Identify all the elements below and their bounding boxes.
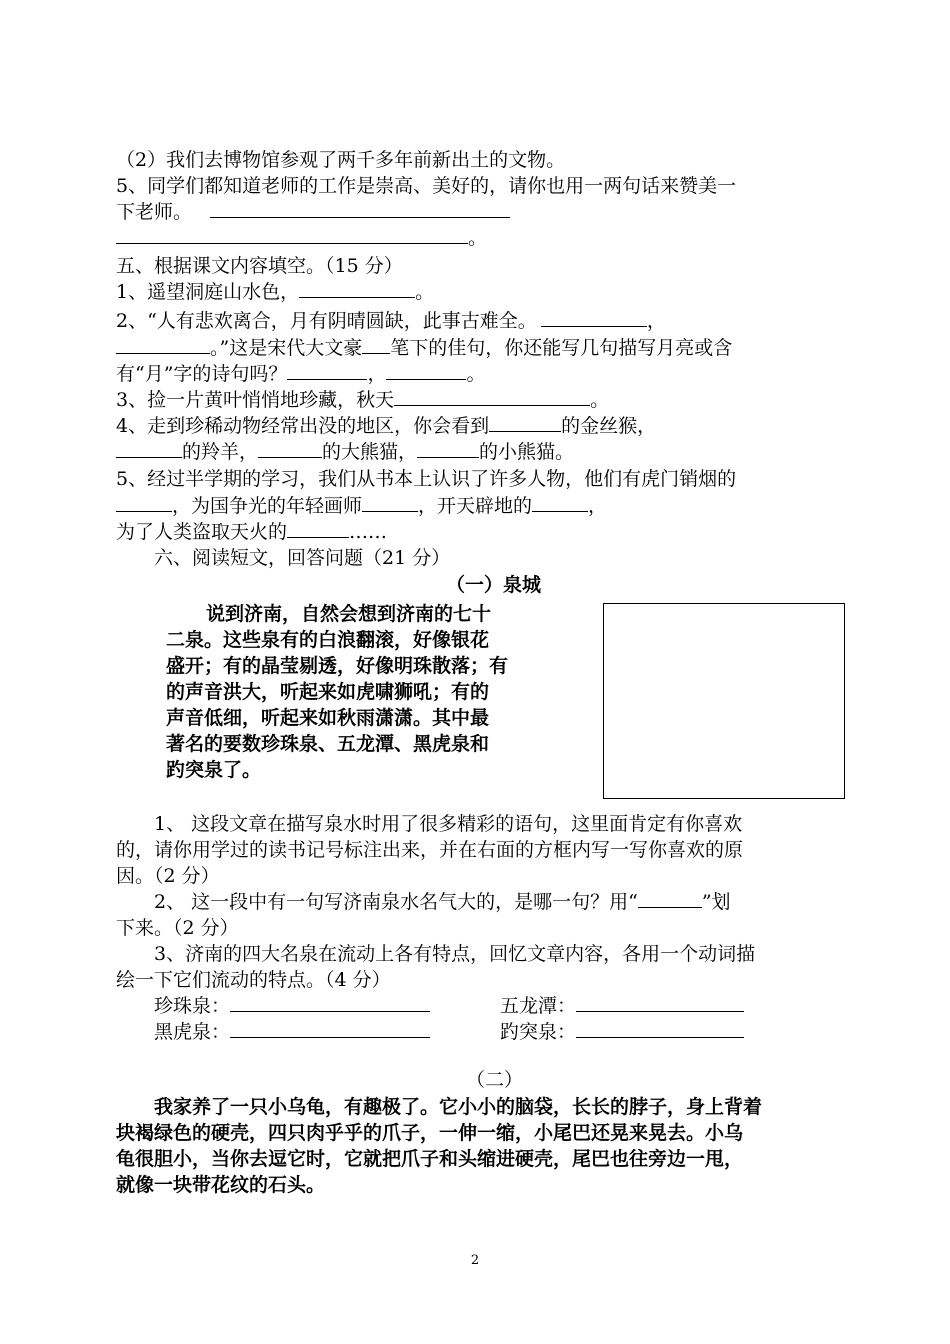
answer-box[interactable] (603, 603, 845, 799)
answer-blank[interactable] (299, 279, 415, 298)
r1-question-3-line2: 绘一下它们流动的特点。（4 分） (116, 969, 391, 991)
s5-item-2-line1 (116, 308, 666, 334)
s5-item-5-line1: 5、经过半学期的学习，我们从书本上认识了许多人物，他们有虎门销烟的 (116, 468, 737, 490)
q4-item-2: （2）我们去博物馆参观了两千多年前新出土的文物。 (116, 149, 566, 171)
s5-item-2-text: 2、“人有悲欢离合，月有阴晴圆缺，此事古难全。 (116, 310, 537, 332)
s5-item-2-text3: 笔下的佳句，你还能写几句描写月亮或含 (390, 337, 733, 359)
answer-blank[interactable] (386, 361, 466, 380)
reading-1-line: 说到济南，自然会想到济南的七十 (206, 603, 492, 625)
reading-2-line: 块褐绿色的硬壳，四只肉乎乎的爪子，一伸一缩，小尾巴还晃来晃去。小乌 (116, 1122, 744, 1144)
period: 。 (466, 363, 486, 385)
reading-1-line: 趵突泉了。 (166, 759, 262, 781)
reading-1-line: 二泉。这些泉有的白浪翻滚，好像银花 (166, 629, 490, 651)
s5-item-4-text: 4、走到珍稀动物经常出没的地区，你会看到 (116, 415, 490, 437)
r1-question-1-line3: 因。（2 分） (116, 865, 220, 887)
reading-1-line: 声音低细，听起来如秋雨潇潇。其中最 (166, 707, 490, 729)
s5-item-1-text: 1、遥望洞庭山水色， (116, 281, 300, 303)
s5-item-2-line2 (116, 335, 732, 361)
s5-item-3-text: 3、捡一片黄叶悄悄地珍藏，秋天 (116, 389, 395, 411)
period: 。 (415, 281, 435, 303)
answer-blank[interactable] (362, 493, 418, 512)
s5-item-4-text3: 的羚羊， (182, 441, 259, 463)
s5-item-5-line2 (116, 493, 607, 519)
s5-item-5-line3 (116, 519, 387, 545)
answer-blank[interactable] (287, 361, 367, 380)
page-number: 2 (470, 1253, 480, 1268)
reading-2-title: （二） (466, 1069, 524, 1091)
s5-item-4-text5: 的小熊猫。 (479, 441, 575, 463)
spring-label: 黑虎泉： (154, 1021, 231, 1043)
r1-question-2-text2: ”划 (701, 891, 731, 913)
answer-blank[interactable] (116, 225, 468, 244)
answer-blank[interactable] (230, 1019, 430, 1038)
q4-item-5-line1: 5、同学们都知道老师的工作是崇高、美好的，请你也用一两句话来赞美一 (116, 175, 737, 197)
s5-item-2-text4: 有“月”字的诗句吗？ (116, 363, 288, 385)
answer-blank[interactable] (394, 387, 590, 406)
spring-label: 珍珠泉： (154, 995, 231, 1017)
s5-item-3 (116, 387, 609, 413)
r1-question-2-text: 2、 这一段中有一句写济南泉水名气大的，是哪一句？用“ (154, 891, 638, 913)
spring-label: 趵突泉： (500, 1021, 577, 1043)
comma: ， (646, 310, 666, 332)
s5-item-5-text2: ，为国争光的年轻画师 (172, 495, 363, 517)
spring-label: 五龙潭： (500, 995, 577, 1017)
r1-question-2-line1 (154, 889, 731, 915)
r1-question-1-line1: 1、 这段文章在描写泉水时用了很多精彩的语句，这里面肯定有你喜欢 (154, 813, 743, 835)
section-5-heading: 五、根据课文内容填空。（15 分） (116, 255, 403, 277)
answer-blank[interactable] (576, 993, 744, 1012)
reading-1-title: （一）泉城 (446, 574, 542, 596)
s5-item-4-line1 (116, 413, 656, 439)
reading-1-line: 盛开；有的晶莹剔透，好像明珠散落；有 (166, 655, 509, 677)
spring-row (500, 993, 744, 1019)
section-6-heading: 六、阅读短文，回答问题（21 分） (154, 547, 451, 569)
period: 。 (590, 389, 610, 411)
answer-blank[interactable] (116, 439, 182, 458)
answer-blank[interactable] (638, 889, 702, 908)
r1-question-3-line1: 3、济南的四大名泉在流动上各有特点，回忆文章内容，各用一个动词描 (154, 943, 756, 965)
s5-item-2-line3 (116, 361, 485, 387)
ellipsis: …… (349, 521, 388, 543)
answer-blank[interactable] (116, 493, 172, 512)
comma: ， (367, 363, 387, 385)
spring-row (154, 1019, 430, 1045)
answer-blank[interactable] (541, 308, 647, 327)
r1-question-1-line2: 的，请你用学过的读书记号标注出来，并在右面的方框内写一写你喜欢的原 (116, 839, 744, 861)
spring-row (154, 993, 430, 1019)
reading-1-line: 的声音洪大，听起来如虎啸狮吼；有的 (166, 681, 490, 703)
q4-item-5-line3 (116, 225, 487, 251)
reading-2-line: 就像一块带花纹的石头。 (116, 1174, 326, 1196)
r1-question-2-line2: 下来。（2 分） (116, 917, 239, 939)
s5-item-4-line2 (116, 439, 574, 465)
answer-blank[interactable] (532, 493, 588, 512)
reading-2-line: 龟很胆小，当你去逗它时，它就把爪子和头缩进硬壳，尾巴也往旁边一甩， (116, 1148, 744, 1170)
answer-blank[interactable] (417, 439, 479, 458)
answer-blank[interactable] (287, 519, 349, 538)
s5-item-1 (116, 279, 434, 305)
answer-blank[interactable] (258, 439, 322, 458)
answer-blank[interactable] (210, 199, 510, 218)
comma: ， (588, 495, 608, 517)
s5-item-5-text3: ，开天辟地的 (418, 495, 533, 517)
s5-item-4-text4: 的大熊猫， (322, 441, 418, 463)
answer-blank[interactable] (116, 335, 210, 354)
s5-item-2-text2: 。”这是宋代大文豪 (210, 337, 363, 359)
answer-blank[interactable] (230, 993, 430, 1012)
answer-blank[interactable] (576, 1019, 744, 1038)
answer-blank[interactable] (489, 413, 561, 432)
period: 。 (468, 227, 488, 249)
q4-item-5-prefix: 下老师。 (116, 201, 193, 223)
q4-item-5-line2 (116, 199, 510, 225)
s5-item-4-text2: 的金丝猴， (561, 415, 657, 437)
spring-row (500, 1019, 744, 1045)
answer-blank[interactable] (362, 335, 390, 354)
s5-item-5-text4: 为了人类盗取天火的 (116, 521, 288, 543)
reading-2-line: 我家养了一只小乌龟，有趣极了。它小小的脑袋，长长的脖子，身上背着 (154, 1096, 763, 1118)
reading-1-line: 著名的要数珍珠泉、五龙潭、黑虎泉和 (166, 733, 490, 755)
